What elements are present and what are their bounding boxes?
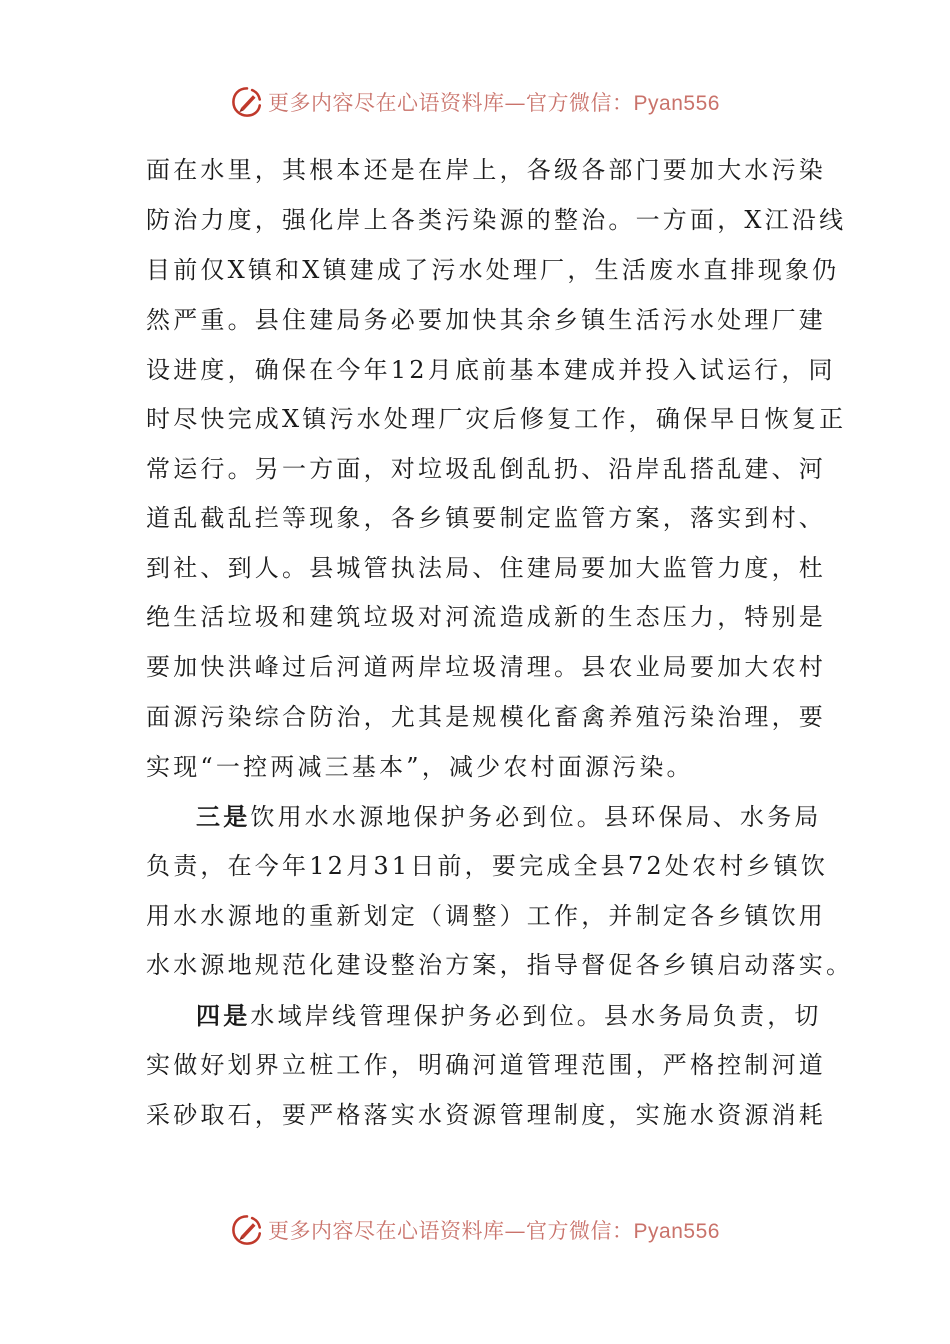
paragraph-line: 防治力度，强化岸上各类污染源的整治。一方面，X江沿线 [146,206,847,234]
paragraph-line: 实现“一控两减三基本”，减少农村面源污染。 [146,753,694,781]
paragraph-line: 时尽快完成X镇污水处理厂灾后修复工作，确保早日恢复正 [146,405,847,433]
section-three-lead: 三是 [196,802,251,831]
header-banner [0,82,950,122]
pen-nib-swirl-icon [230,85,264,119]
paragraph-line: 目前仅X镇和X镇建成了污水处理厂，生活废水直排现象仍 [146,256,840,284]
section-three-first-line [196,802,861,832]
paragraph-line: 负责，在今年12月31日前，要完成全县72处农村乡镇饮 [146,852,829,880]
paragraph-line: 面在水里，其根本还是在岸上，各级各部门要加大水污染 [146,156,826,184]
paragraph-line: 实做好划界立桩工作，明确河道管理范围，严格控制河道 [146,1051,826,1079]
paragraph-line: 用水水源地的重新划定（调整）工作，并制定各乡镇饮用 [146,902,826,930]
footer-wechat-account: Pyan556 [633,1220,720,1243]
header-wechat-account: Pyan556 [633,92,720,115]
footer-banner-text: 更多内容尽在心语资料库—官方微信：Pyan556 [268,1219,720,1243]
paragraph-line: 道乱截乱拦等现象，各乡镇要制定监管方案，落实到村、 [146,504,826,532]
paragraph-line: 然严重。县住建局务必要加快其余乡镇生活污水处理厂建 [146,306,826,334]
header-banner-text: 更多内容尽在心语资料库—官方微信：Pyan556 [268,91,720,115]
paragraph-line: 采砂取石，要严格落实水资源管理制度，实施水资源消耗 [146,1101,826,1129]
pen-nib-swirl-icon [230,1213,264,1247]
paragraph-line: 设进度，确保在今年12月底前基本建成并投入试运行，同 [146,356,836,384]
section-four-lead: 四是 [196,1001,251,1030]
paragraph-line: 面源污染综合防治，尤其是规模化畜禽养殖污染治理，要 [146,703,826,731]
section-four-heading: 水域岸线管理保护务必到位。县水务局负责，切 [250,1002,822,1030]
section-three-heading: 饮用水水源地保护务必到位。县环保局、水务局 [250,803,822,831]
paragraph-line: 绝生活垃圾和建筑垃圾对河流造成新的生态压力，特别是 [146,603,826,631]
paragraph-line: 要加快洪峰过后河道两岸垃圾清理。县农业局要加大农村 [146,653,826,681]
footer-banner [0,1210,950,1250]
paragraph-line: 常运行。另一方面，对垃圾乱倒乱扔、沿岸乱搭乱建、河 [146,455,826,483]
section-four-first-line [196,1001,861,1031]
paragraph-line: 到社、到人。县城管执法局、住建局要加大监管力度，杜 [146,554,826,582]
paragraph-line: 水水源地规范化建设整治方案，指导督促各乡镇启动落实。 [146,951,854,979]
